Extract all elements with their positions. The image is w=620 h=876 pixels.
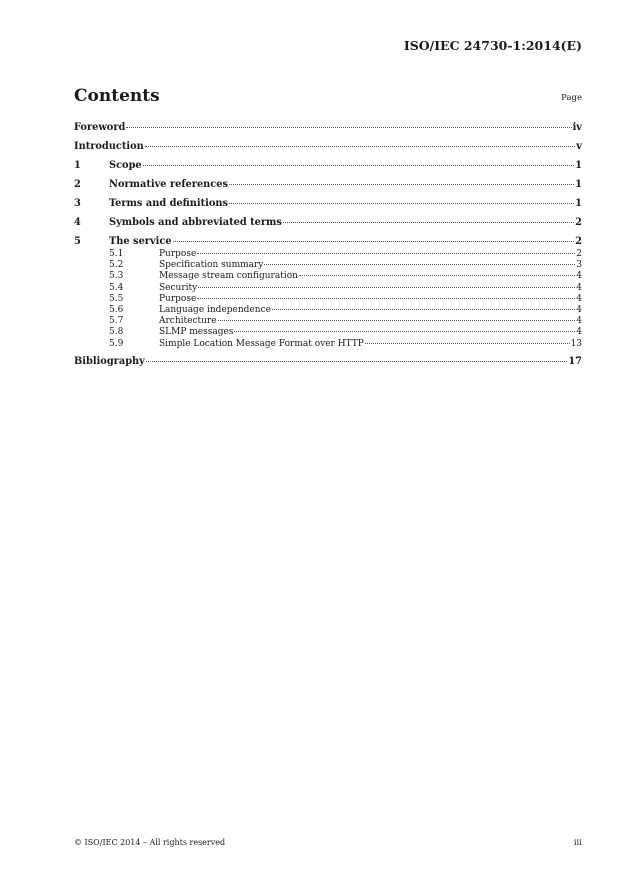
toc-dot-leader [143,165,575,166]
toc-entry-title: Specification summary [159,260,264,271]
toc-entry[interactable] [74,339,582,350]
toc-entry-number: 5.5 [109,293,124,304]
toc-entry-number: 5.1 [109,249,124,259]
toc-dot-leader [145,146,576,147]
toc-entry-page: 4 [576,327,582,338]
toc-entry-page: 4 [576,316,582,327]
toc-entry-title: The service [109,236,172,247]
toc-dot-leader [365,343,570,344]
toc-entry[interactable] [74,249,582,260]
toc-entry-title: Message stream configuration [159,271,298,282]
page-column-label: Page [561,93,582,103]
footer-copyright: © ISO/IEC 2014 – All rights reserved [74,838,226,847]
toc-dot-leader [146,361,568,362]
toc-entry-page: 4 [576,282,582,293]
toc-entry-title: Purpose [159,249,197,259]
toc-entry-number: 4 [74,217,81,228]
toc-entry-page: iv [572,122,582,133]
toc-dot-leader [197,253,575,254]
standard-number: ISO/IEC 24730-1:2014(E) [403,38,582,53]
toc-entry[interactable] [74,198,582,211]
toc-entry-title: Symbols and abbreviated terms [109,217,282,228]
toc-entry[interactable] [74,141,582,154]
toc-entry[interactable] [74,236,582,249]
toc-dot-leader [234,331,575,332]
toc-entry-number: 5.2 [109,260,124,271]
toc-entry-page: 3 [576,260,582,271]
toc-entry-page: 1 [575,198,582,209]
toc-entry[interactable] [74,160,582,173]
toc-entry-number: 2 [74,179,81,190]
toc-entry-page: 2 [575,236,582,247]
toc-entry-title: Bibliography [74,355,145,367]
toc-entry-number: 5.7 [109,316,124,327]
toc-entry-page: 13 [570,338,582,349]
toc-dot-leader [218,320,576,321]
toc-entry-title: Security [159,282,198,293]
contents-heading: Contents [74,86,160,106]
toc-entry[interactable] [74,305,582,316]
toc-entry[interactable] [74,122,582,135]
toc-entry-page: 4 [576,293,582,304]
toc-dot-leader [126,127,571,128]
toc-entry-page: 2 [576,249,582,259]
toc-entry-title: Purpose [159,293,197,304]
toc-entry[interactable] [74,179,582,192]
toc-entry-title: Simple Location Message Format over HTTP [159,338,364,349]
toc-dot-leader [229,203,574,204]
toc-entry[interactable] [74,217,582,230]
toc-entry-page: 4 [576,271,582,282]
toc-entry-page: 1 [575,160,582,171]
toc-entry-title: Foreword [74,122,126,133]
toc-dot-leader [272,309,575,310]
toc-entry-page: 17 [568,355,582,367]
table-of-contents [74,122,582,369]
toc-dot-leader [197,298,575,299]
footer-page-number: iii [573,838,582,848]
toc-entry-title: Normative references [109,179,229,190]
toc-entry-number: 1 [74,160,81,171]
toc-entry-page: 4 [576,304,582,315]
toc-entry-title: Introduction [74,141,144,152]
toc-entry-number: 5.9 [109,338,124,349]
toc-entry-title: Language independence [159,304,271,315]
toc-dot-leader [198,287,575,288]
toc-entry-number: 5.3 [109,271,124,282]
toc-entry-number: 5.6 [109,304,124,315]
toc-entry[interactable] [74,294,582,305]
toc-entry[interactable] [74,356,582,369]
toc-entry[interactable] [74,283,582,294]
toc-entry-page: 2 [575,217,582,228]
toc-entry-page: 1 [575,179,582,190]
toc-entry[interactable] [74,316,582,327]
toc-dot-leader [229,184,574,185]
toc-dot-leader [264,264,575,265]
toc-dot-leader [299,275,575,276]
toc-entry-number: 5 [74,236,81,247]
toc-dot-leader [173,241,575,242]
toc-entry-number: 5.4 [109,282,124,293]
toc-entry-title: SLMP messages [159,327,234,338]
toc-entry[interactable] [74,260,582,271]
toc-entry-page: v [576,141,582,152]
toc-entry-title: Terms and definitions [109,198,229,209]
toc-dot-leader [283,222,574,223]
toc-entry-number: 3 [74,198,81,209]
toc-entry[interactable] [74,327,582,338]
toc-entry[interactable] [74,271,582,282]
toc-entry-title: Scope [109,160,142,171]
toc-entry-title: Architecture [159,316,217,327]
toc-entry-number: 5.8 [109,327,124,338]
